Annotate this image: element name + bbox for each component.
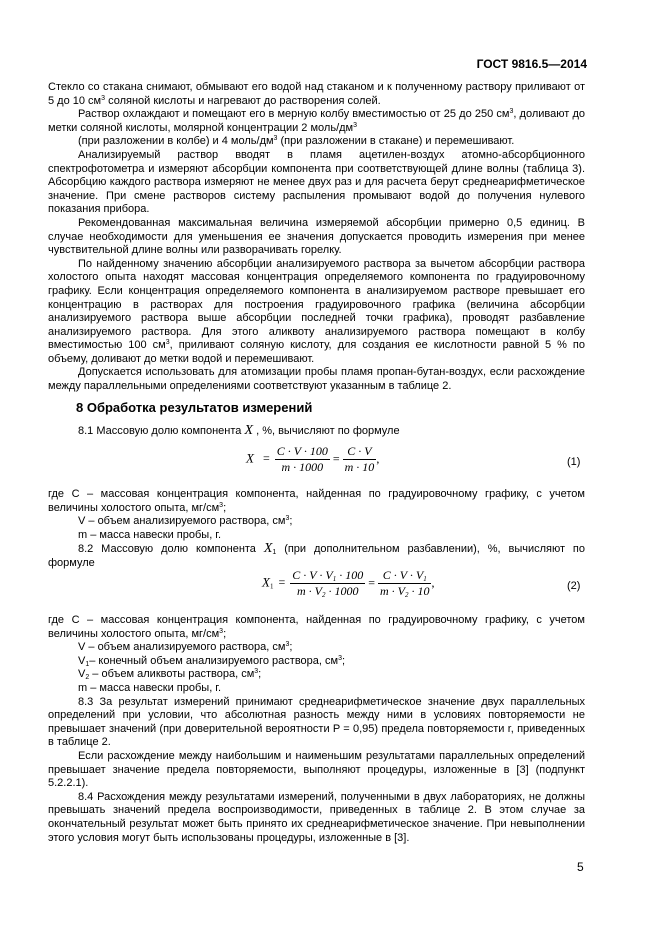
paragraph-6: По найденному значению абсорбции анализируемого раствора за вычетом абсорбции раствора холостого опыта находят массовая концентрация определяемого компонента по градуировочному графику. Если концентрация определяемого компонента в анализируемом растворе превышает его концентрацию в растворах для построения градуировочного графика (величина абсорбции анализируемого раствора выше абсорбции последней точки графика), проводят разбавление анализируемого раствора. Для этого аликвоту анализируемого раствора помещают в колбу вместимостью 100 $см^3$, приливают соляную кислоту, для создания ее кислотности равной 5 % по объему, доливают до метки водой и перемешивают.: [48, 257, 585, 365]
equation-number-2: (2): [567, 580, 581, 592]
where-block-2: [48, 614, 585, 845]
paragraph-3: (при разложении в колбе) и 4 моль/$дм^3$ (при разложении в стакане) и перемешивают.: [78, 135, 515, 148]
document-code-header: ГОСТ 9816.5—2014: [476, 57, 587, 71]
where-2-v2: $V_2$ – объем аликвоты раствора, $см^3$;: [78, 668, 262, 682]
paragraph-4: Анализируемый раствор вводят в пламя ацетилен-воздух атомно-абсорбционного спектрофотометра и измеряют абсорбции компонента при соответствующей длине волны (таблица 3). Абсорбцию каждого раствора измеряют не менее двух раз и для расчета берут среднеарифметическое значение. При смене растворов систему распыления промывают водой до получения нулевого показания прибора.: [48, 148, 585, 216]
where-1-v: V – объем анализируемого раствора, $см^3$;: [78, 515, 293, 528]
where-block-1: [48, 488, 585, 571]
paragraph-2: Раствор охлаждают и помещают его в мерную колбу вместимостью от 25 до 250 $см^3$, доливают до метки соляной кислоты, молярной концентрации 2 моль/$дм^3$: [48, 108, 586, 134]
paragraph-8-3: 8.3 За результат измерений принимают среднеарифметическое значение двух параллельных определений при условии, что абсолютная разность между ними в условиях повторяемости не превышает значений (при доверительной вероятности P = 0,95) предела повторяемости r, приведенных в таблице 2.: [48, 695, 585, 749]
paragraph-8-2: 8.2 Массовую долю компонента $X_1$ (при дополнительном разбавлении), %, вычисляют по формуле: [48, 541, 585, 569]
formula-1: X = $\frac{C \cdot V \cdot 100}{m \cdot 1000}$ = $\frac{C \cdot V}{m \cdot 10}$ ,: [246, 444, 380, 474]
page-number: 5: [577, 860, 584, 874]
p81-line: 8.1 Массовую долю компонента X , %, вычисляют по формуле: [78, 423, 400, 438]
paragraph-5: Рекомендованная максимальная величина измеряемой абсорбции примерно 0,5 единиц. В случае необходимости для уменьшения ее значения допускается проводить измерения при менее чувствительной длине волны или разворачивать горелку.: [48, 216, 585, 257]
where-1-text: где C – массовая концентрация компонента, найденная по градуировочному графику, с учетом величины холостого опыта, $мг/см^3$;: [48, 488, 585, 514]
paragraph-1: Стекло со стакана снимают, обмывают его водой над стаканом и к полученному раствору приливают от 5 до 10 $см^3$ соляной кислоты и нагревают до растворения солей.: [48, 81, 585, 107]
equation-number-1: (1): [567, 456, 581, 468]
where-2-m: m – масса навески пробы, г.: [78, 681, 222, 694]
where-2-v1: $V_1-$ конечный объем анализируемого раствора, $см^3$;: [78, 654, 346, 668]
where-1-m: m – масса навески пробы, г.: [78, 528, 222, 541]
where-2-v: V – объем анализируемого раствора, $см^3$;: [78, 641, 293, 654]
paragraph-7: Допускается использовать для атомизации пробы пламя пропан-бутан-воздух, если расхождение между параллельными определениями соответствуют указанным в таблице 2.: [48, 366, 585, 393]
paragraph-8-3-b: Если расхождение между наибольшим и наименьшим результатами параллельных определений превышает значение предела повторяемости, выполняют процедуры, изложенные в [3] (подпункт 5.2.2.1).: [48, 749, 585, 790]
where-2-text: где C – массовая концентрация компонента, найденная по градуировочному графику, с учетом величины холостого опыта, $мг/см^3$;: [48, 614, 585, 640]
paragraph-8-4: 8.4 Расхождения между результатами измерений, полученными в двух лабораториях, не должны превышать значений предела воспроизводимости, приведенных в таблице 2. В этом случае за окончательный результат может быть принято их среднеарифметическое значение. При невыполнении этого условия могут быть использованы процедуры, изложенные в [3].: [48, 790, 585, 844]
top-text-block: [48, 81, 585, 394]
formula-2: $X_1$ = $\frac{C \cdot V \cdot V_1 \cdot 100}{m \cdot V_2 \cdot 1000}$ = $\frac{C \cdot V \cdot V_1}{m \cdot V_2 \cdot 10}$ ,: [262, 568, 435, 599]
section-8-heading: 8 Обработка результатов измерений: [76, 400, 313, 415]
